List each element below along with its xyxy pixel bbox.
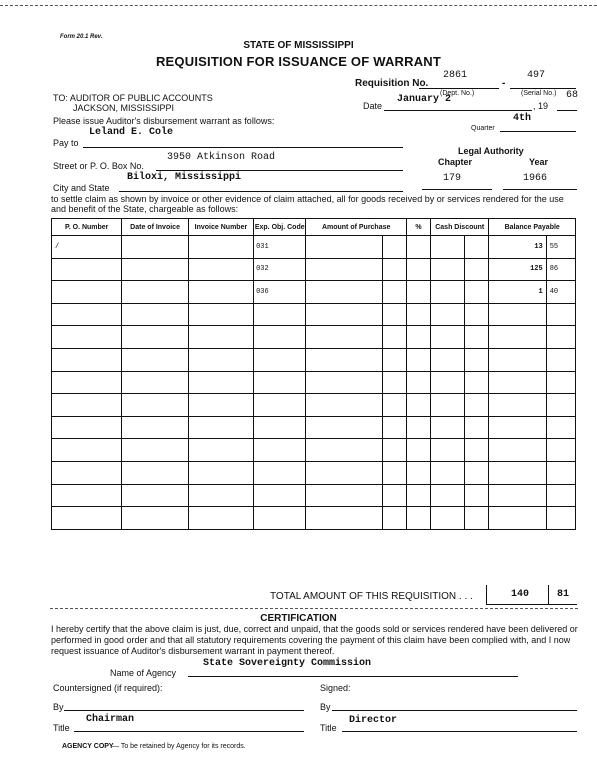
balance-cents-cell [546, 507, 575, 530]
date-cell [122, 371, 188, 394]
percent-cell [406, 461, 430, 484]
balance-cents-cell [546, 416, 575, 439]
balance-dollars-cell [489, 303, 546, 326]
table-row [52, 303, 576, 326]
invoice-cell [188, 348, 253, 371]
balance-dollars-cell [489, 484, 546, 507]
legal-year-line [503, 189, 577, 190]
certification-text: I hereby certify that the above claim is just, due, correct and unpaid, that the goods sold or services rendered have been delivered or performed in good order and that all statutory requirements covering the payment of this claim have been complied with, and I now request issuance of Auditor's disbursement warrant in payment thereof. [51, 624, 578, 656]
total-cents: 81 [557, 589, 570, 600]
chapter-line [422, 189, 492, 190]
table-row [52, 484, 576, 507]
state-title: STATE OF MISSISSIPPI [243, 40, 354, 51]
balance-dollars-cell [489, 416, 546, 439]
date-cell [122, 258, 188, 281]
serial-no-caption: (Serial No.) [521, 90, 557, 97]
date-label: Date [363, 101, 383, 111]
street-line [156, 170, 403, 171]
discount-dollars-cell [431, 439, 465, 462]
table-row [52, 507, 576, 530]
by-line-right [332, 710, 577, 711]
amount-dollars-cell [306, 507, 382, 530]
invoice-cell [188, 394, 253, 417]
balance-dollars-cell: 125 [489, 258, 546, 281]
total-divider-left [486, 585, 487, 605]
balance-cents-cell [546, 484, 575, 507]
table-row [52, 439, 576, 462]
header-po-number: P. O. Number [52, 219, 122, 236]
invoice-cell [188, 371, 253, 394]
balance-dollars-cell [489, 439, 546, 462]
table-row [52, 461, 576, 484]
city-label: City and State [53, 183, 110, 193]
code-cell [254, 507, 306, 530]
agency-label: Name of Agency [110, 668, 177, 678]
table-row [52, 348, 576, 371]
discount-cents-cell [465, 416, 489, 439]
header-exp-obj-code: Exp. Obj. Code [254, 219, 306, 236]
balance-cents-cell [546, 394, 575, 417]
date-cell [122, 326, 188, 349]
header-balance-payable: Balance Payable [489, 219, 576, 236]
date-cell [122, 236, 188, 259]
invoice-cell [188, 326, 253, 349]
amount-cents-cell [382, 439, 406, 462]
amount-dollars-cell [306, 394, 382, 417]
balance-dollars-cell: 13 [489, 236, 546, 259]
discount-dollars-cell [431, 326, 465, 349]
date-cell [122, 439, 188, 462]
quarter-value: 4th [513, 113, 532, 124]
amount-dollars-cell [306, 303, 382, 326]
code-cell: 032 [254, 258, 306, 281]
percent-cell [406, 416, 430, 439]
form-number: Form 20.1 Rev. [60, 34, 103, 40]
settle-claim-text: to settle claim as shown by invoice or other evidence of claim attached, all for goods received by or services rendered for the use and benefit of the State, chargeable as follows: [51, 194, 564, 214]
discount-dollars-cell [431, 371, 465, 394]
serial-no-value: 497 [527, 70, 546, 81]
table-row [52, 371, 576, 394]
total-divider-mid [548, 585, 549, 605]
table-row [52, 394, 576, 417]
countersigned-label: Countersigned (if required): [53, 683, 163, 693]
date-cell [122, 348, 188, 371]
amount-cents-cell [382, 258, 406, 281]
year-line [557, 110, 577, 111]
discount-cents-cell [465, 326, 489, 349]
po-cell [52, 507, 122, 530]
po-cell [52, 484, 122, 507]
header-amount-of-purchase: Amount of Purchase [306, 219, 407, 236]
discount-dollars-cell [431, 258, 465, 281]
city-value: Biloxi, Mississippi [127, 172, 242, 183]
date-cell [122, 461, 188, 484]
invoice-cell [188, 258, 253, 281]
table-header-row [52, 219, 576, 236]
dept-no-caption: (Dept. No.) [440, 90, 475, 97]
code-cell [254, 461, 306, 484]
agency-line [188, 676, 518, 677]
code-cell [254, 303, 306, 326]
percent-cell [406, 326, 430, 349]
signed-label: Signed: [320, 683, 351, 693]
street-value: 3950 Atkinson Road [167, 152, 276, 163]
by-label-right: By [320, 702, 331, 712]
dept-no-line [419, 88, 499, 89]
code-cell: 031 [254, 236, 306, 259]
invoice-cell [188, 281, 253, 304]
line-items-table [51, 218, 576, 530]
header-invoice-number: Invoice Number [188, 219, 253, 236]
amount-cents-cell [382, 348, 406, 371]
date-cell [122, 281, 188, 304]
amount-cents-cell [382, 484, 406, 507]
amount-cents-cell [382, 507, 406, 530]
chapter-label: Chapter [438, 157, 473, 167]
amount-dollars-cell [306, 461, 382, 484]
balance-cents-cell [546, 303, 575, 326]
date-line [384, 110, 532, 111]
tear-line-top [0, 5, 597, 6]
discount-cents-cell [465, 236, 489, 259]
po-cell [52, 348, 122, 371]
year-label: Year [529, 157, 549, 167]
table-row [52, 236, 576, 259]
percent-cell [406, 371, 430, 394]
invoice-cell [188, 416, 253, 439]
discount-dollars-cell [431, 281, 465, 304]
agency-value: State Sovereignty Commission [203, 658, 372, 669]
percent-cell [406, 394, 430, 417]
po-cell [52, 416, 122, 439]
discount-dollars-cell [431, 416, 465, 439]
date-cell [122, 484, 188, 507]
title-label-left: Title [53, 723, 70, 733]
percent-cell [406, 507, 430, 530]
po-cell [52, 326, 122, 349]
po-cell [52, 461, 122, 484]
title-value-right: Director [349, 715, 398, 726]
discount-dollars-cell [431, 507, 465, 530]
amount-cents-cell [382, 394, 406, 417]
discount-cents-cell [465, 461, 489, 484]
balance-dollars-cell [489, 348, 546, 371]
discount-dollars-cell [431, 394, 465, 417]
title-value-left: Chairman [86, 714, 135, 725]
requisition-label: Requisition No. [355, 78, 429, 89]
po-cell: / [52, 236, 122, 259]
serial-no-line [510, 88, 576, 89]
code-cell [254, 416, 306, 439]
code-cell [254, 326, 306, 349]
po-cell [52, 258, 122, 281]
balance-cents-cell: 55 [546, 236, 575, 259]
balance-dollars-cell [489, 326, 546, 349]
amount-dollars-cell [306, 281, 382, 304]
invoice-cell [188, 236, 253, 259]
certification-heading: CERTIFICATION [260, 613, 337, 624]
pay-to-value: Leland E. Cole [89, 127, 174, 138]
percent-cell [406, 258, 430, 281]
po-cell [52, 281, 122, 304]
table-row [52, 258, 576, 281]
discount-dollars-cell [431, 303, 465, 326]
title-line-left [74, 731, 304, 732]
amount-dollars-cell [306, 371, 382, 394]
city-line [119, 191, 403, 192]
street-label: Street or P. O. Box No. [53, 161, 144, 171]
invoice-cell [188, 484, 253, 507]
discount-cents-cell [465, 484, 489, 507]
percent-cell [406, 484, 430, 507]
po-cell [52, 439, 122, 462]
amount-cents-cell [382, 371, 406, 394]
invoice-cell [188, 439, 253, 462]
amount-dollars-cell [306, 416, 382, 439]
total-underline [486, 604, 577, 605]
agency-copy-label: AGENCY COPY [62, 743, 114, 750]
date-cell [122, 303, 188, 326]
discount-dollars-cell [431, 461, 465, 484]
po-cell [52, 371, 122, 394]
amount-cents-cell [382, 461, 406, 484]
discount-cents-cell [465, 507, 489, 530]
discount-dollars-cell [431, 348, 465, 371]
date-cell [122, 394, 188, 417]
balance-cents-cell: 40 [546, 281, 575, 304]
header-percent: % [406, 219, 430, 236]
percent-cell [406, 236, 430, 259]
balance-cents-cell [546, 326, 575, 349]
balance-cents-cell [546, 371, 575, 394]
invoice-cell [188, 461, 253, 484]
pay-to-label: Pay to [53, 138, 79, 148]
po-cell [52, 394, 122, 417]
separator-line [50, 608, 578, 609]
to-line-1: TO: AUDITOR OF PUBLIC ACCOUNTS [53, 93, 213, 103]
amount-cents-cell [382, 236, 406, 259]
to-line-2: JACKSON, MISSISSIPPI [73, 103, 175, 113]
balance-cents-cell [546, 461, 575, 484]
balance-dollars-cell [489, 507, 546, 530]
table-row [52, 281, 576, 304]
by-line-left [64, 710, 304, 711]
quarter-line [500, 131, 576, 132]
balance-dollars-cell: 1 [489, 281, 546, 304]
header-date-of-invoice: Date of Invoice [122, 219, 188, 236]
balance-cents-cell [546, 348, 575, 371]
table-row [52, 326, 576, 349]
percent-cell [406, 439, 430, 462]
amount-dollars-cell [306, 439, 382, 462]
code-cell [254, 439, 306, 462]
discount-cents-cell [465, 281, 489, 304]
date-cell [122, 507, 188, 530]
balance-cents-cell: 86 [546, 258, 575, 281]
quarter-label: Quarter [471, 125, 495, 132]
year-value: 68 [566, 90, 579, 101]
dept-no-value: 2861 [443, 70, 468, 81]
po-cell [52, 303, 122, 326]
amount-cents-cell [382, 281, 406, 304]
percent-cell [406, 281, 430, 304]
amount-dollars-cell [306, 236, 382, 259]
balance-cents-cell [546, 439, 575, 462]
percent-cell [406, 348, 430, 371]
amount-cents-cell [382, 326, 406, 349]
year-prefix: , 19 [533, 101, 549, 111]
amount-cents-cell [382, 416, 406, 439]
discount-dollars-cell [431, 484, 465, 507]
table-row [52, 416, 576, 439]
invoice-cell [188, 303, 253, 326]
legal-year-value: 1966 [523, 173, 548, 184]
discount-cents-cell [465, 371, 489, 394]
total-label: TOTAL AMOUNT OF THIS REQUISITION . . . [270, 591, 473, 602]
discount-cents-cell [465, 348, 489, 371]
discount-cents-cell [465, 258, 489, 281]
code-cell [254, 394, 306, 417]
amount-cents-cell [382, 303, 406, 326]
title-label-right: Title [320, 723, 337, 733]
code-cell [254, 348, 306, 371]
code-cell [254, 371, 306, 394]
requisition-hyphen: - [502, 78, 506, 89]
balance-dollars-cell [489, 394, 546, 417]
discount-cents-cell [465, 303, 489, 326]
code-cell: 036 [254, 281, 306, 304]
pay-to-line [83, 147, 403, 148]
discount-cents-cell [465, 439, 489, 462]
amount-dollars-cell [306, 348, 382, 371]
code-cell [254, 484, 306, 507]
amount-dollars-cell [306, 484, 382, 507]
header-cash-discount: Cash Discount [431, 219, 489, 236]
by-label-left: By [53, 702, 64, 712]
amount-dollars-cell [306, 258, 382, 281]
agency-copy-note: — To be retained by Agency for its records. [112, 743, 246, 750]
discount-cents-cell [465, 394, 489, 417]
balance-dollars-cell [489, 371, 546, 394]
legal-authority-heading: Legal Authority [458, 146, 524, 156]
chapter-value: 179 [443, 173, 462, 184]
amount-dollars-cell [306, 326, 382, 349]
discount-dollars-cell [431, 236, 465, 259]
invoice-cell [188, 507, 253, 530]
percent-cell [406, 303, 430, 326]
title-line-right [342, 731, 577, 732]
total-dollars: 140 [510, 589, 529, 600]
document-title: REQUISITION FOR ISSUANCE OF WARRANT [155, 54, 442, 69]
date-cell [122, 416, 188, 439]
instruction-text: Please issue Auditor's disbursement warrant as follows: [53, 116, 275, 126]
balance-dollars-cell [489, 461, 546, 484]
date-value: January 2 [397, 94, 452, 105]
